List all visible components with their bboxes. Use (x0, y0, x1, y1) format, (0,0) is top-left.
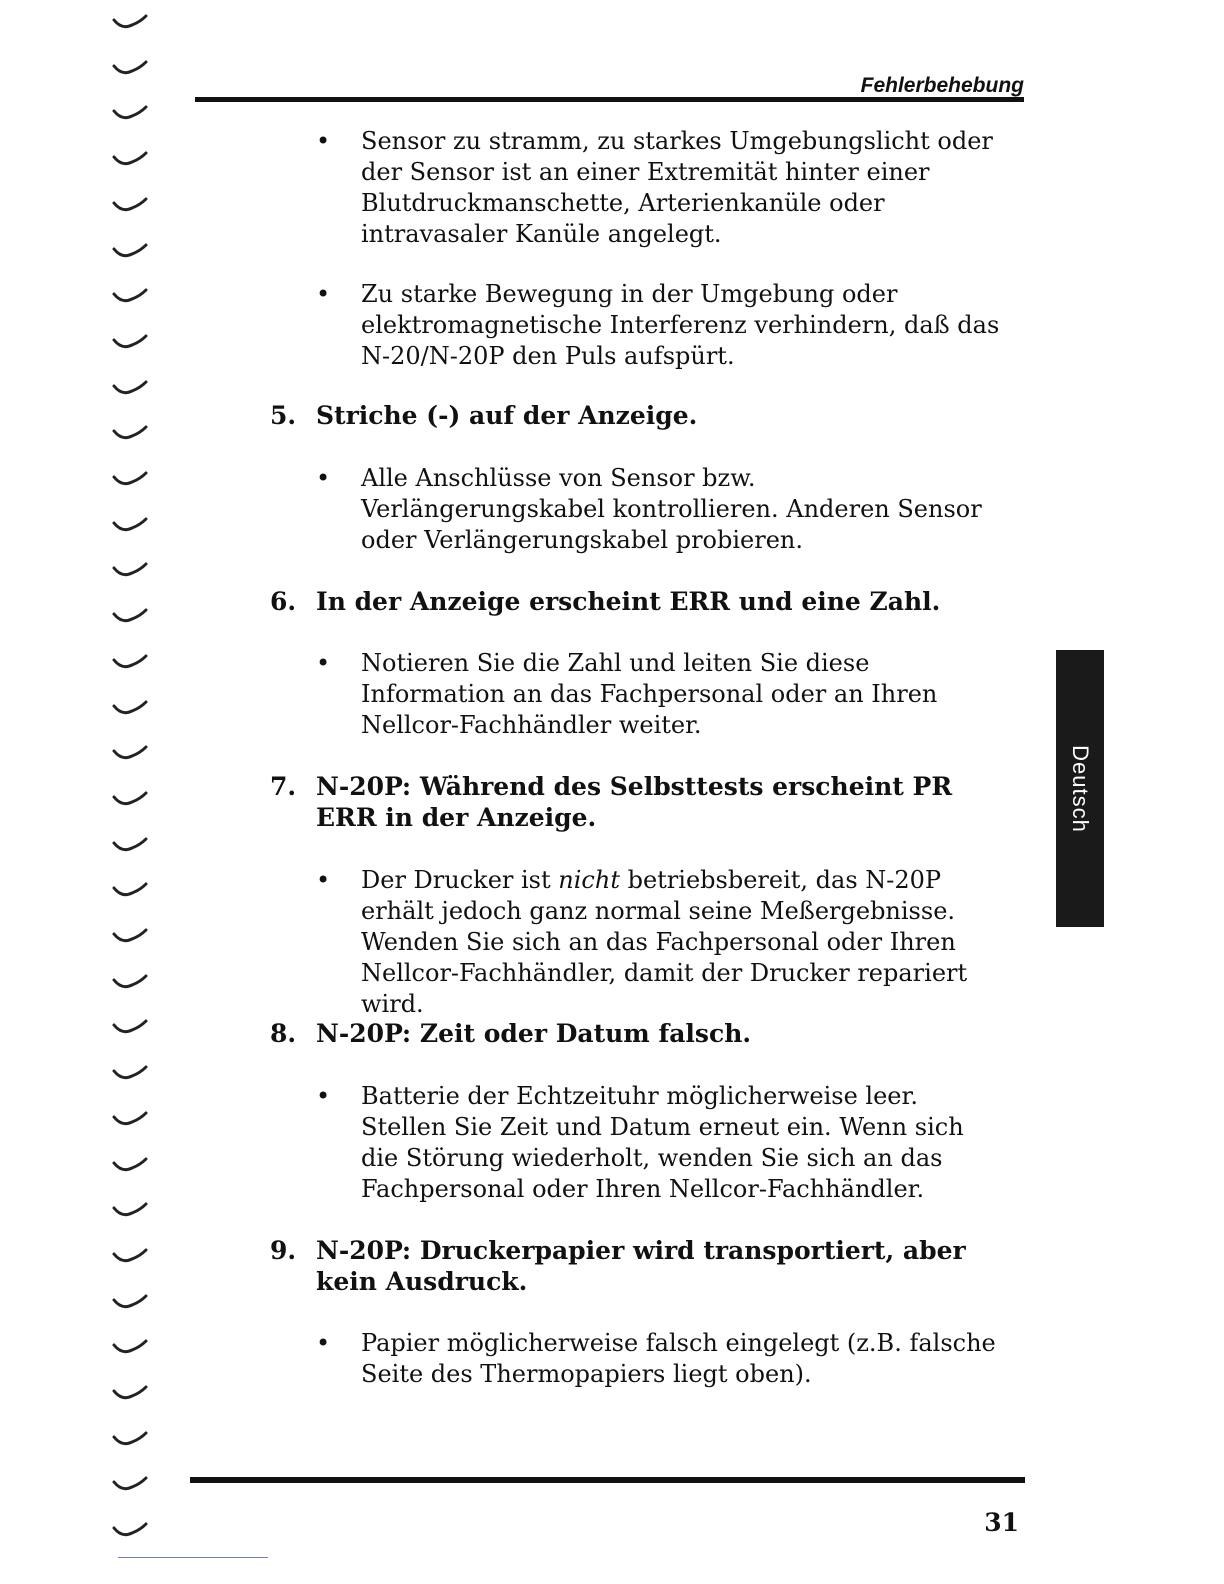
binding-ring-icon (112, 105, 148, 123)
binding-ring-icon (112, 654, 148, 672)
binding-ring-icon (112, 1476, 148, 1494)
binding-ring-icon (112, 471, 148, 489)
item-heading: N-20P: Zeit oder Datum falsch. (316, 1019, 752, 1048)
binding-ring-icon (112, 928, 148, 946)
bullet-text: Sensor zu stramm, zu starkes Umgebungslicht oder der Sensor ist an einer Extremität hinter einer Blutdruckmanschette, Arterienkanüle oder intravasaler Kanüle angelegt. (361, 127, 993, 248)
binding-ring-icon (112, 882, 148, 900)
bullet-dot-icon: • (316, 464, 331, 492)
item-heading: In der Anzeige erscheint ERR und eine Zahl. (316, 587, 941, 616)
binding-ring-icon (112, 1385, 148, 1403)
binding-ring-icon (112, 288, 148, 306)
binding-ring-icon (112, 380, 148, 398)
binding-ring-icon (112, 837, 148, 855)
binding-ring-icon (112, 1157, 148, 1175)
spiral-binding (112, 0, 162, 1584)
bullet-dot-icon: • (316, 280, 331, 308)
item-heading: N-20P: Während des Selbsttests erscheint PR ERR in der Anzeige. (316, 772, 953, 832)
binding-ring-icon (112, 608, 148, 626)
header-rule (195, 97, 1024, 102)
item-number: 7. (270, 772, 297, 801)
item-number: 5. (270, 401, 297, 430)
item-heading: Striche (-) auf der Anzeige. (316, 401, 698, 430)
page-number: 31 (984, 1508, 1019, 1537)
binding-ring-icon (112, 1019, 148, 1037)
binding-ring-icon (112, 425, 148, 443)
binding-ring-icon (112, 1522, 148, 1540)
bullet-text: Notieren Sie die Zahl und leiten Sie diese Information an das Fachpersonal oder an Ihren Nellcor-Fachhändler weiter. (361, 649, 938, 739)
bullet-dot-icon: • (316, 127, 331, 155)
item-number: 6. (270, 587, 297, 616)
bullet-dot-icon: • (316, 866, 331, 894)
binding-ring-icon (112, 334, 148, 352)
binding-ring-icon (112, 517, 148, 535)
bullet-text: Zu starke Bewegung in der Umgebung oder elektromagnetische Interferenz verhindern, daß das N-20/N-20P den Puls aufspürt. (361, 280, 1000, 370)
binding-ring-icon (112, 243, 148, 261)
binding-ring-icon (112, 60, 148, 78)
bullet-text: Papier möglicherweise falsch eingelegt (z.B. falsche Seite des Thermopapiers liegt oben). (361, 1329, 996, 1388)
binding-ring-icon (112, 151, 148, 169)
binding-ring-icon (112, 14, 148, 32)
binding-ring-icon (112, 1065, 148, 1083)
binding-ring-icon (112, 791, 148, 809)
binding-ring-icon (112, 1431, 148, 1449)
binding-ring-icon (112, 745, 148, 763)
binding-ring-icon (112, 1111, 148, 1129)
item-heading: N-20P: Druckerpapier wird transportiert, aber kein Ausdruck. (316, 1236, 966, 1296)
item-number: 9. (270, 1236, 297, 1265)
bullet-text: Batterie der Echtzeituhr möglicherweise leer. Stellen Sie Zeit und Datum erneut ein. Wenn sich die Störung wiederholt, wenden Sie sich an das Fachpersonal oder Ihren Nellcor-Fachhändler. (361, 1082, 964, 1203)
binding-ring-icon (112, 1294, 148, 1312)
bullet-dot-icon: • (316, 1082, 331, 1110)
running-header: Fehlerbehebung (860, 74, 1024, 97)
scan-edge-line (118, 1557, 268, 1558)
binding-ring-icon (112, 1339, 148, 1357)
binding-ring-icon (112, 1202, 148, 1220)
footer-rule (190, 1477, 1025, 1483)
bullet-dot-icon: • (316, 1329, 331, 1357)
emphasis: nicht (558, 866, 620, 894)
binding-ring-icon (112, 1248, 148, 1266)
item-number: 8. (270, 1019, 297, 1048)
binding-ring-icon (112, 197, 148, 215)
binding-ring-icon (112, 974, 148, 992)
binding-ring-icon (112, 700, 148, 718)
bullet-text: Der Drucker ist nicht betriebsbereit, das N-20P erhält jedoch ganz normal seine Meßergebnisse. Wenden Sie sich an das Fachpersonal oder Ihren Nellcor-Fachhändler, damit der Drucker repariert wird. (361, 866, 968, 1018)
bullet-text: Alle Anschlüsse von Sensor bzw. Verlängerungskabel kontrollieren. Anderen Sensor oder Verlängerungskabel probieren. (361, 464, 982, 554)
bullet-dot-icon: • (316, 649, 331, 677)
language-tab (1056, 650, 1104, 927)
binding-ring-icon (112, 562, 148, 580)
language-tab-label: Deutsch (1068, 744, 1093, 833)
